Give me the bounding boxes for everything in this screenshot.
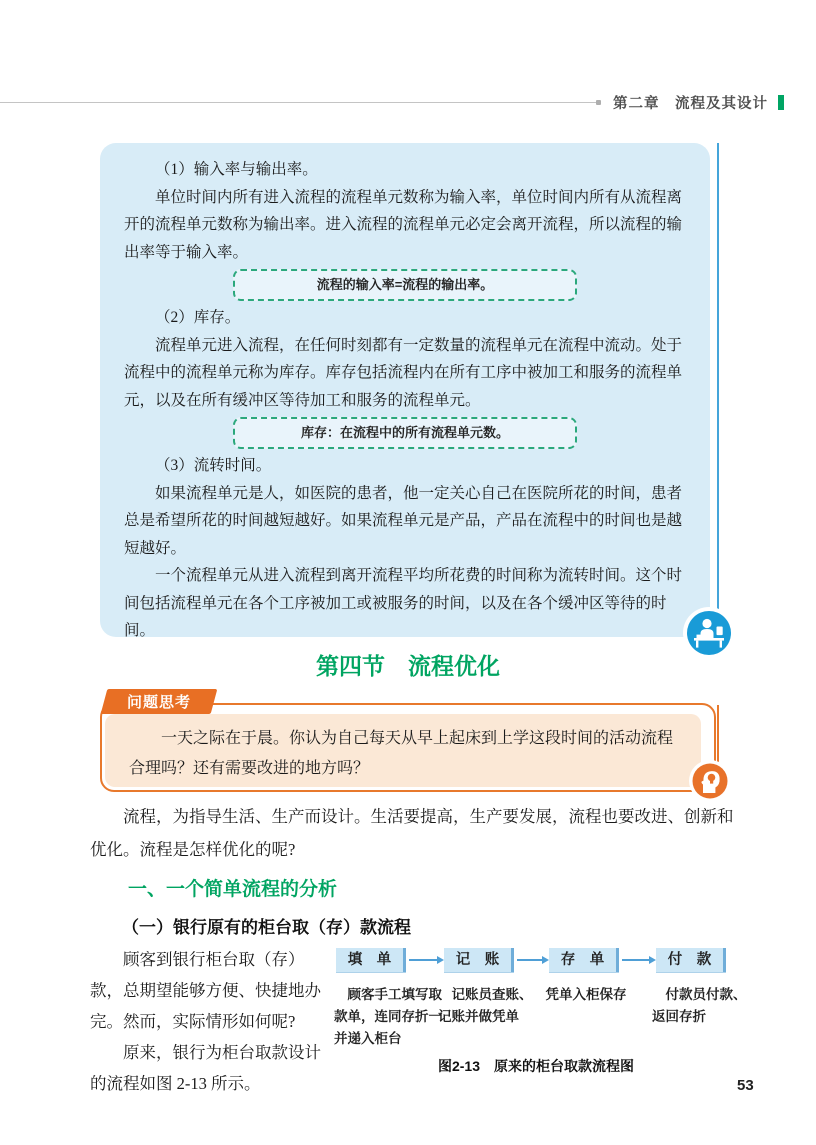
concept-item-1-title: （1）输入率与输出率。 — [155, 161, 318, 178]
flow-step-desc-2: 记账员查账、记账并做凭单 — [438, 987, 533, 1024]
page-number: 53 — [737, 1077, 754, 1094]
flow-arrow-icon — [622, 959, 649, 961]
thinking-head-icon — [689, 760, 731, 802]
flow-diagram — [334, 948, 747, 1053]
intro-paragraph: 流程，为指导生活、生产而设计。生活要提高，生产要发展，流程也要改进、创新和优化。流程是怎样优化的呢? — [90, 807, 734, 859]
key-point-callout-input-output: 流程的输入率=流程的输出率。 — [233, 269, 577, 301]
blue-accent-line — [717, 143, 719, 637]
flow-step-desc-4: 付款员付款、返回存折 — [652, 987, 747, 1024]
question-text: 一天之际在于晨。你认为自己每天从早上起床到上学这段时间的活动流程合理吗？还有需要改进的地方吗？ — [129, 730, 674, 777]
flow-arrow-icon — [409, 959, 437, 961]
orange-accent-line — [717, 705, 719, 763]
figure-caption: 图2-13 原来的柜台取款流程图 — [437, 1058, 635, 1074]
concept-item-3-body-2: 一个流程单元从进入流程到离开流程平均所花费的时间称为流转时间。这个时间包括流程单元在各个工序被加工或被服务的时间，以及在各个缓冲区等待的时间。 — [124, 567, 683, 639]
concept-item-3-title: （3）流转时间。 — [155, 457, 272, 474]
running-header — [0, 92, 784, 112]
flow-step-desc-3: 凭单入柜保存 — [545, 987, 627, 1002]
subsection-heading: 一、一个简单流程的分析 — [128, 879, 338, 900]
question-tab-label: 问题思考 — [126, 694, 191, 711]
left-column-para-2: 原来，银行为柜台取款设计的流程如图 2-13 所示。 — [90, 1043, 321, 1093]
flow-step-desc-1: 顾客手工填写取款单，连同存折一并递入柜台 — [334, 987, 442, 1046]
chapter-green-bar — [778, 95, 784, 110]
concept-item-2-body: 流程单元进入流程，在任何时刻都有一定数量的流程单元在流程中流动。处于流程中的流程单元称为库存。库存包括流程内在所有工序中被加工和服务的流程单元，以及在所有缓冲区等待加工和服务的流程单元。 — [124, 336, 683, 409]
concept-box — [100, 143, 710, 637]
flow-arrow-icon — [517, 959, 542, 961]
concept-item-1-body: 单位时间内所有进入流程的流程单元数称为输入率，单位时间内所有从流程离开的流程单元数称为输出率。进入流程的流程单元必定会离开流程，所以流程的输出率等于输入率。 — [124, 188, 683, 261]
section-title: 第四节 流程优化 — [316, 653, 500, 679]
left-column-text — [90, 944, 333, 1099]
question-think-tab — [101, 689, 218, 714]
question-think-body — [105, 714, 701, 787]
key-point-callout-inventory: 库存：在流程中的所有流程单元数。 — [233, 417, 577, 449]
concept-item-3-body-1: 如果流程单元是人，如医院的患者，他一定关心自己在医院所花的时间，患者总是希望所花的时间越短越好。如果流程单元是产品，产品在流程中的时间也是越短越好。 — [124, 484, 683, 557]
header-rule-dot — [596, 100, 601, 105]
question-think-box — [100, 703, 716, 792]
chapter-title: 第二章 流程及其设计 — [613, 95, 768, 112]
concept-item-2-title: （2）库存。 — [155, 309, 241, 326]
flow-step-bookkeeping: 记 账 — [444, 948, 514, 972]
flow-step-file-slip: 存 单 — [549, 948, 619, 972]
header-rule — [0, 102, 596, 103]
flow-step-fill-form: 填 单 — [336, 948, 406, 972]
flow-step-pay: 付 款 — [656, 948, 726, 972]
subsection-subheading: （一）银行原有的柜台取（存）款流程 — [122, 918, 411, 937]
left-column-para-1: 顾客到银行柜台取（存）款，总期望能够方便、快捷地办完。然而，实际情形如何呢? — [90, 950, 321, 1031]
